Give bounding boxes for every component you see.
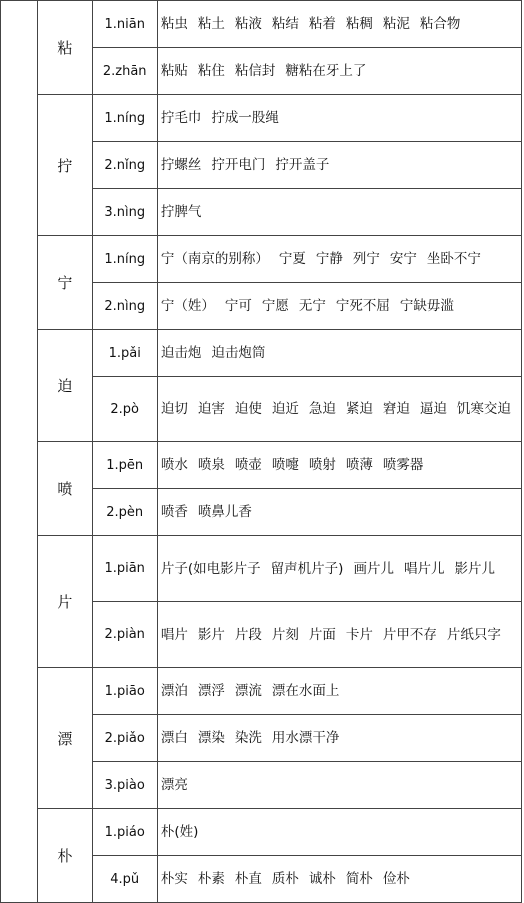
word-item: 喷壶 <box>234 457 262 473</box>
word-item: 迫害 <box>197 401 225 417</box>
word-item: 坐卧不宁 <box>426 251 481 267</box>
word-item: 朴实 <box>160 871 188 887</box>
word-item: 朴(姓) <box>160 824 199 840</box>
table-body <box>1 1 522 903</box>
character-cell: 喷 <box>38 442 92 536</box>
word-item: 诚朴 <box>308 871 336 887</box>
table-row <box>1 809 522 856</box>
pinyin-cell: 1.níng <box>92 236 157 283</box>
word-item: 紧迫 <box>345 401 373 417</box>
word-item: 粘着 <box>308 16 336 32</box>
word-item: 质朴 <box>271 871 299 887</box>
word-item: 拧脾气 <box>160 204 202 220</box>
word-item: 宁静 <box>315 251 343 267</box>
word-item: 喷嚏 <box>271 457 299 473</box>
words-cell <box>157 48 521 95</box>
character-cell: 漂 <box>38 668 92 809</box>
word-item: 唱片儿 <box>403 560 445 577</box>
word-item: 宁死不屈 <box>335 298 390 314</box>
pinyin-cell: 2.zhān <box>92 48 157 95</box>
pinyin-cell: 2.piǎo <box>92 715 157 762</box>
pinyin-cell: 1.niān <box>92 1 157 48</box>
words-cell <box>157 442 521 489</box>
word-item: 漂在水面上 <box>271 683 340 699</box>
word-item: 朴素 <box>197 871 225 887</box>
pinyin-cell: 2.pò <box>92 377 157 442</box>
word-item: 宁愿 <box>261 298 289 314</box>
word-item: 漂亮 <box>160 777 188 793</box>
word-item: 逼迫 <box>419 401 447 417</box>
blank-margin-cell <box>1 1 38 903</box>
word-item: 拧开电门 <box>211 157 266 173</box>
word-item: 宁可 <box>224 298 252 314</box>
word-item: 喷水 <box>160 457 188 473</box>
word-item: 卡片 <box>345 626 373 643</box>
word-item: 宁（南京的别称） <box>160 251 269 267</box>
word-item: 拧毛巾 <box>160 110 202 126</box>
character-cell: 朴 <box>38 809 92 903</box>
pinyin-cell: 1.piān <box>92 536 157 602</box>
word-item: 染洗 <box>234 730 262 746</box>
word-item: 粘合物 <box>419 16 461 32</box>
word-item: 迫近 <box>271 401 299 417</box>
word-item: 片甲不存 <box>382 626 437 643</box>
word-item: 粘住 <box>197 63 225 79</box>
words-cell <box>157 668 521 715</box>
word-item: 喷雾器 <box>382 457 424 473</box>
pinyin-cell: 1.piáo <box>92 809 157 856</box>
word-item: 漂流 <box>234 683 262 699</box>
word-item: 宁（姓） <box>160 298 215 314</box>
character-cell: 粘 <box>38 1 92 95</box>
word-item: 画片儿 <box>353 560 394 577</box>
table-row <box>1 330 522 377</box>
word-item: 拧开盖子 <box>275 157 330 173</box>
words-cell <box>157 283 521 330</box>
word-item: 宁缺毋滥 <box>399 298 454 314</box>
pinyin-cell: 4.pǔ <box>92 856 157 903</box>
word-item: 喷鼻儿香 <box>197 504 252 520</box>
words-cell <box>157 377 521 442</box>
word-item: 用水漂干净 <box>271 730 340 746</box>
words-cell <box>157 1 521 48</box>
word-item: 安宁 <box>389 251 417 267</box>
word-item: 唱片 <box>160 626 188 643</box>
pinyin-cell: 1.pǎi <box>92 330 157 377</box>
character-cell: 迫 <box>38 330 92 442</box>
word-item: 片纸只字 <box>446 626 501 643</box>
words-cell <box>157 602 521 668</box>
word-item: 粘稠 <box>345 16 373 32</box>
words-cell <box>157 809 521 856</box>
word-item: 俭朴 <box>382 871 410 887</box>
word-item: 朴直 <box>234 871 262 887</box>
word-item: 粘贴 <box>160 63 188 79</box>
word-item: 拧螺丝 <box>160 157 202 173</box>
word-item: 片面 <box>308 626 336 643</box>
words-cell <box>157 236 521 283</box>
word-item: 留声机片子) <box>270 560 344 577</box>
pinyin-cell: 2.piàn <box>92 602 157 668</box>
word-item: 粘信封 <box>234 63 276 79</box>
word-item: 漂染 <box>197 730 225 746</box>
pinyin-cell: 3.piào <box>92 762 157 809</box>
pinyin-cell: 3.nìng <box>92 189 157 236</box>
table-row <box>1 95 522 142</box>
words-cell <box>157 762 521 809</box>
table-row <box>1 536 522 602</box>
word-item: 粘液 <box>234 16 262 32</box>
words-cell <box>157 189 521 236</box>
pinyin-cell: 2.nìng <box>92 283 157 330</box>
word-item: 简朴 <box>345 871 373 887</box>
word-item: 喷薄 <box>345 457 373 473</box>
word-item: 饥寒交迫 <box>456 401 511 417</box>
pinyin-cell: 1.piāo <box>92 668 157 715</box>
word-item: 影片 <box>197 626 225 643</box>
character-cell: 片 <box>38 536 92 668</box>
word-item: 粘结 <box>271 16 299 32</box>
word-item: 迫击炮筒 <box>211 345 266 361</box>
pinyin-cell: 2.pèn <box>92 489 157 536</box>
word-item: 迫击炮 <box>160 345 202 361</box>
word-item: 迫切 <box>160 401 188 417</box>
word-item: 迫使 <box>234 401 262 417</box>
word-item: 粘泥 <box>382 16 410 32</box>
word-item: 粘土 <box>197 16 225 32</box>
pinyin-cell: 1.pēn <box>92 442 157 489</box>
words-cell <box>157 536 521 602</box>
word-item: 喷香 <box>160 504 188 520</box>
word-item: 喷射 <box>308 457 336 473</box>
word-item: 片子(如电影片子 <box>160 560 261 577</box>
word-item: 急迫 <box>308 401 336 417</box>
words-cell <box>157 330 521 377</box>
word-item: 喷泉 <box>197 457 225 473</box>
word-item: 拧成一股绳 <box>211 110 279 126</box>
word-item: 列宁 <box>352 251 380 267</box>
words-cell <box>157 489 521 536</box>
word-item: 无宁 <box>298 298 326 314</box>
table-row <box>1 236 522 283</box>
word-item: 片刻 <box>271 626 299 643</box>
words-cell <box>157 715 521 762</box>
words-cell <box>157 856 521 903</box>
table-row <box>1 442 522 489</box>
word-item: 漂浮 <box>197 683 225 699</box>
word-item: 漂白 <box>160 730 188 746</box>
word-item: 宁夏 <box>278 251 306 267</box>
character-cell: 宁 <box>38 236 92 330</box>
pinyin-cell: 2.nǐng <box>92 142 157 189</box>
table-row <box>1 1 522 48</box>
word-item: 漂泊 <box>160 683 188 699</box>
table-row <box>1 668 522 715</box>
word-item: 窘迫 <box>382 401 410 417</box>
character-cell: 拧 <box>38 95 92 236</box>
word-item: 影片儿 <box>454 560 495 577</box>
word-item: 粘虫 <box>160 16 188 32</box>
pinyin-cell: 1.níng <box>92 95 157 142</box>
word-item: 糖粘在牙上了 <box>285 63 367 79</box>
word-item: 片段 <box>234 626 262 643</box>
words-cell <box>157 142 521 189</box>
words-cell <box>157 95 521 142</box>
